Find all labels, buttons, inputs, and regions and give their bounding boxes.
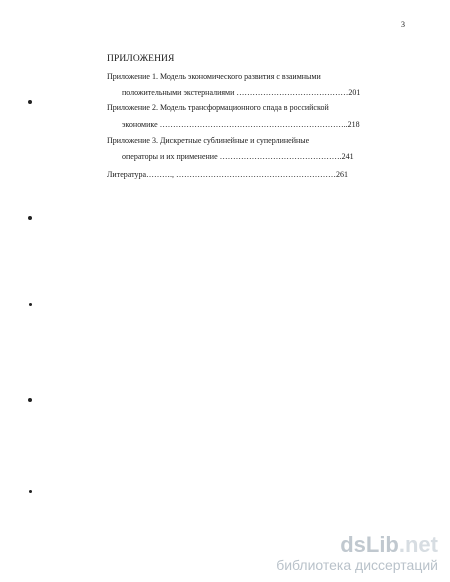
toc-entry-1-line-2: положительными экстерналиями ……………………………………201	[122, 88, 361, 97]
toc-entry-3-line-1: Приложение 3. Дискретные сублинейные и суперлинейные	[107, 136, 310, 145]
scan-speck	[29, 303, 32, 306]
scan-speck	[28, 100, 32, 104]
scan-speck	[28, 398, 32, 402]
toc-entry-literature: Литература………., ……………………………………………………261	[107, 170, 349, 179]
watermark-brand-main: dsLib	[340, 532, 399, 557]
scan-speck	[29, 490, 32, 493]
toc-entry-1-line-1: Приложение 1. Модель экономического развития с взаимными	[107, 72, 321, 81]
toc-entry-2-line-1: Приложение 2. Модель трансформационного спада в российской	[107, 103, 329, 112]
toc-entry-2-line-2: экономике ……………………………………………………………..218	[122, 120, 360, 129]
watermark-brand-suffix: .net	[398, 532, 438, 557]
toc-entry-3-line-2: операторы и их применение ……………………………………….241	[122, 152, 354, 161]
appendices-heading: ПРИЛОЖЕНИЯ	[107, 54, 175, 64]
watermark-logo	[276, 534, 438, 556]
watermark-tagline: библиотека диссертаций	[276, 557, 438, 573]
page-number: 3	[401, 20, 405, 29]
scan-speck	[28, 216, 32, 220]
watermark	[276, 534, 438, 572]
